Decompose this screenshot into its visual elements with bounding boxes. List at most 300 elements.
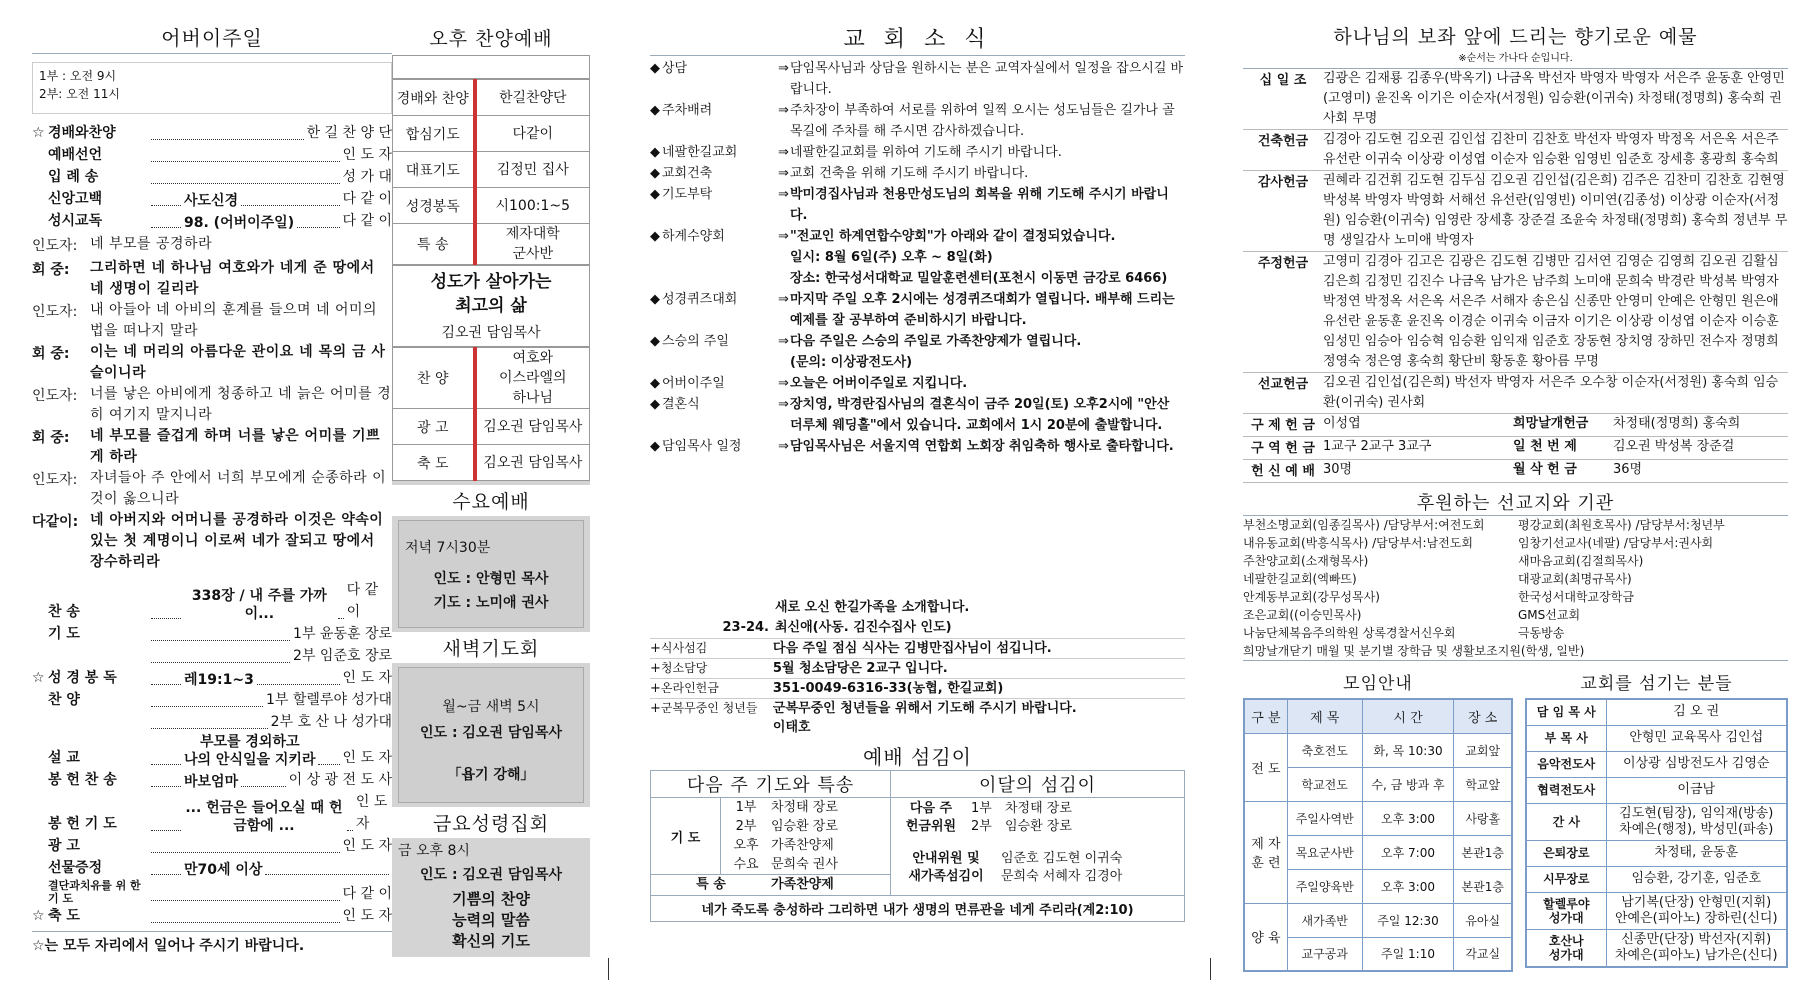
staff-role: 은퇴장로 — [1526, 840, 1606, 866]
offering-row-district: 구 역 헌 금 1교구 2교구 3교구 일 천 번 제 김오권 박성복 장준걸 — [1243, 437, 1788, 460]
news-text: 마지막 주일 오후 2시에는 성경퀴즈대회가 열립니다. 배부해 드리는 예제를 잘 공부하여 준비하시기 바랍니다. — [790, 292, 1175, 328]
order-item — [32, 122, 392, 144]
offering-row — [1243, 69, 1788, 130]
order-leader: 한 길 찬 양 단 — [306, 125, 392, 141]
plus-icon: + — [650, 701, 661, 716]
order-item — [32, 144, 392, 166]
litany-text: 그리하면 네 하나님 여호와가 네게 준 땅에서 네 생명이 길리라 — [90, 260, 375, 297]
staff-role: 협력전도사 — [1526, 777, 1606, 803]
order-leader: 1부 할렐루야 성가대 — [266, 692, 392, 708]
afternoon-item: 축 도 — [393, 445, 475, 481]
misc-text: 5월 청소담당은 2교구 입니다. — [772, 661, 948, 676]
litany-line — [32, 234, 392, 258]
bullet-icon: ◆ — [650, 187, 660, 202]
sermon-box — [392, 265, 590, 347]
order-leader: 다 같 이 — [342, 886, 392, 902]
offering-row-relief: 구 제 헌 금 이성엽 희망날개헌금 차정태(정명희) 홍숙희 — [1243, 414, 1788, 437]
afternoon-item: 찬 양 — [393, 348, 475, 409]
offering-names: 김경아 김도현 김오권 김인섭 김찬미 김찬호 박선자 박영자 박정옥 서은옥 서은주 유선란 이귀숙 이상광 이성엽 이순자 임승환 임영빈 임준호 장세흥 홍광희 홍숙희 — [1323, 132, 1779, 167]
offer-slot: 2부 — [971, 819, 992, 834]
litany-speaker: 인도자: — [32, 472, 78, 488]
afternoon-column — [392, 22, 590, 957]
news-key: 교회건축 — [662, 166, 713, 181]
meet-cell: 화, 목 10:30 — [1362, 733, 1454, 767]
meet-cell: 오후 3:00 — [1362, 869, 1454, 903]
offering-note: ※순서는 가나다 순입니다. — [1243, 49, 1788, 69]
order-label: 설 교 — [48, 750, 80, 766]
news-key: 성경퀴즈대회 — [662, 292, 738, 307]
prayer-row — [721, 836, 890, 855]
mission-item: GMS선교회 — [1518, 608, 1581, 622]
litany-speaker: 다같이: — [32, 514, 79, 530]
special-label: 특 송 — [696, 877, 726, 892]
news-text: 박미경집사님과 천용만성도님의 회복을 위해 기도해 주시기 바랍니다. — [790, 187, 1169, 223]
offering-row-body: 헌 신 예 배 30명 월 삭 헌 금 36명 — [1243, 460, 1788, 483]
litany-line — [32, 300, 392, 342]
order-leader: 이 상 광 전 도 사 — [288, 772, 392, 788]
litany-line — [32, 342, 392, 384]
this-month — [891, 771, 1184, 895]
order-label: 성 경 봉 독 — [48, 670, 117, 686]
staff-names: 차정태, 윤동훈 — [1606, 840, 1787, 866]
order-content: 98. (어버이주일) — [184, 215, 295, 231]
dot-leader — [151, 205, 181, 206]
offering-row — [1243, 130, 1788, 171]
offer-label: 다음 주 헌금위원 — [905, 801, 957, 834]
missions-title: 후원하는 선교지와 기관 — [1243, 489, 1788, 516]
staff-row — [1526, 699, 1787, 725]
serve-box — [650, 770, 1185, 896]
meet-group: 전 도 — [1244, 733, 1287, 801]
order-label: 성시교독 — [48, 213, 103, 229]
dot-leader — [151, 764, 181, 765]
misc-item — [650, 658, 1185, 678]
misc-list — [650, 638, 1185, 737]
offering-type: 십 일 조 — [1259, 73, 1307, 88]
meet-cell: 목요군사반 — [1287, 835, 1362, 869]
staff-title: 교회를 섬기는 분들 — [1580, 674, 1733, 694]
litany-speaker: 인도자: — [32, 388, 78, 404]
staff-role: 할렐루야 성가대 — [1526, 892, 1606, 929]
service-time-2: 2부: 오전 11시 — [39, 87, 120, 101]
meet-header-cell: 구 분 — [1244, 699, 1287, 733]
order-label: 기 도 — [48, 626, 80, 642]
wed-box — [398, 520, 584, 628]
bullet-icon: ◆ — [650, 229, 660, 244]
staff-row — [1526, 929, 1787, 967]
staff-row — [1526, 725, 1787, 751]
order-label: 봉 헌 기 도 — [48, 816, 117, 832]
offering-names: 고영미 김경아 김고은 김광은 김도현 김병만 김서연 김영순 김영희 김오권 김활심 김은희 김정민 김진수 나금옥 남가은 남주희 노미애 문희숙 박경란 박성복 박영자 박정연 박정옥 서은옥 서은주 서해자 송은심 신종만 안영미 안예은 안형민 원은애 유선란 윤동훈 윤진옥 이경순 이귀숙 이금자 이기은 이상광 이성엽 이순자 이승훈 임성민 임승아 임승혁 임승환 임익재 임준호 장동현 장치영 장하민 전수자 정명희 정영숙 정은영 홍숙희 황단비 황동훈 황아름 무명 — [1323, 254, 1779, 369]
afternoon-row — [393, 409, 590, 445]
order-item — [32, 711, 392, 733]
litany-text: 네 아버지와 어머니를 공경하라 이것은 약속이 있는 첫 계명이니 이로써 네가 잘되고 땅에서 장수하리라 — [90, 512, 384, 570]
mission-item: 내유동교회(박흥식목사) /담당부서:남전도회 — [1243, 536, 1473, 550]
news-key: 네팔한길교회 — [662, 145, 738, 160]
dot-leader — [151, 662, 290, 663]
dot-leader — [297, 227, 339, 228]
afternoon-person: 김오권 담임목사 — [475, 409, 590, 445]
staff-role: 간 사 — [1526, 803, 1606, 840]
offering-names: 김광은 김재룡 김종우(박옥기) 나금옥 박선자 박영자 박영자 서은주 윤동훈 안영민(고영미) 윤진옥 이기은 이순자(서정원) 임승환(이귀숙) 차정태(정명희) 홍숙희 권사회 무명 — [1323, 71, 1785, 126]
dot-leader — [347, 830, 353, 831]
news-key: 하계수양회 — [662, 229, 725, 244]
news-key: 담임목사 일정 — [662, 439, 742, 454]
order-leader: 인 도 자 — [342, 750, 392, 766]
fri-title: 금요성령집회 — [392, 807, 590, 838]
spacer — [392, 55, 590, 79]
order-list-2 — [32, 579, 392, 927]
news-text: 네팔한길교회를 위하여 기도해 주시기 바랍니다. — [790, 145, 1062, 160]
wed-title: 수요예배 — [392, 485, 590, 516]
prayer-row — [721, 798, 890, 817]
bottom-tables — [1243, 669, 1788, 972]
service-times — [32, 62, 392, 114]
next-title: 다음 주 기도와 특송 — [651, 771, 890, 798]
next-week — [651, 771, 891, 895]
meet-title: 모임안내 — [1343, 674, 1413, 694]
staff-role: 호산나 성가대 — [1526, 929, 1606, 967]
meet-cell: 유아실 — [1454, 903, 1512, 937]
offer-row — [971, 818, 1184, 836]
news-text: 주차장이 부족하여 서로를 위하여 일찍 오시는 성도님들은 길가나 골목길에 주차를 해 주시면 감사하겠습니다. — [790, 103, 1175, 139]
meet-cell: 교구공과 — [1287, 937, 1362, 971]
meet-header-cell: 제 목 — [1287, 699, 1362, 733]
order-content: 338장 / 내 주를 가까이... — [191, 588, 327, 622]
afternoon-title: 오후 찬양예배 — [392, 22, 590, 55]
bullet-icon: ◆ — [650, 397, 660, 412]
staff-role: 시무장로 — [1526, 866, 1606, 892]
order-leader: 2부 호 산 나 성가대 — [270, 714, 392, 730]
misc-item — [650, 638, 1185, 658]
misc-key: 식사섬김 — [660, 641, 708, 655]
news-item — [650, 142, 1185, 163]
misc-text: 351-0049-6316-33(농협, 한길교회) — [772, 681, 1004, 696]
staff-names: 안형민 교육목사 김인섭 — [1606, 725, 1787, 751]
prayer-slot: 2부 — [735, 819, 757, 834]
mission-item: 대광교회(최명규목사) — [1518, 572, 1632, 586]
order-item — [32, 905, 392, 927]
afternoon-row — [393, 445, 590, 481]
order-label: 경배와찬양 — [48, 125, 116, 141]
news-item — [650, 226, 1185, 289]
news-key: 주차배려 — [662, 103, 713, 118]
order-item — [32, 645, 392, 667]
staff-block — [1525, 669, 1788, 972]
prayer-label: 기 도 — [651, 798, 721, 874]
litany-line — [32, 426, 392, 468]
staff-names: 이상광 심방전도사 김영순 — [1606, 751, 1787, 777]
dot-leader — [151, 706, 263, 707]
staff-role: 부 목 사 — [1526, 725, 1606, 751]
missions-list — [1243, 516, 1788, 642]
meet-cell: 주일양육반 — [1287, 869, 1362, 903]
mission-item: 새마음교회(김절희목사) — [1518, 554, 1644, 568]
meet-row — [1244, 801, 1512, 835]
service-time-1: 1부 : 오전 9시 — [39, 69, 117, 83]
guide-value: 임준호 김도현 이귀숙 문희숙 서혜자 김경아 — [1001, 851, 1123, 884]
litany-line — [32, 258, 392, 300]
dawn-time: 월~금 새벽 5시 — [442, 699, 540, 715]
afternoon-person: 한길찬양단 — [475, 80, 590, 116]
worship-order-column — [32, 22, 392, 955]
meet-cell: 주일 12:30 — [1362, 903, 1454, 937]
staff-row — [1526, 751, 1787, 777]
bullet-icon: ◆ — [650, 334, 660, 349]
news-item — [650, 331, 1185, 373]
afternoon-row — [393, 188, 590, 224]
offer-slot: 1부 — [971, 801, 992, 816]
wed-time: 저녁 7시30분 — [405, 540, 491, 556]
serve-title: 예배 섬김이 — [863, 745, 972, 769]
mission-item: 극동방송 — [1518, 626, 1565, 640]
afternoon-item: 경배와 찬양 — [393, 80, 475, 116]
litany-line — [32, 510, 392, 573]
arrow-icon: ⇒ — [778, 166, 789, 181]
news-column — [650, 22, 1185, 922]
order-leader: 다 같 이 — [342, 191, 392, 207]
afternoon-item: 성경봉독 — [393, 188, 475, 224]
offering-title: 하나님의 보좌 앞에 드리는 향기로운 예물 — [1333, 26, 1698, 48]
month-title: 이달의 섬김이 — [891, 771, 1184, 798]
meet-cell: 본관1층 — [1454, 835, 1512, 869]
fri-word-3: 확신의 기도 — [452, 932, 530, 950]
misc-key: 온라인헌금 — [660, 681, 719, 695]
meet-header-cell: 시 간 — [1362, 699, 1454, 733]
meet-cell: 수, 금 방과 후 — [1362, 767, 1454, 801]
mission-item: 안계동부교회(강무성목사) — [1243, 590, 1380, 604]
stand-mark: ☆ — [32, 125, 45, 141]
news-item — [650, 289, 1185, 331]
dot-leader — [151, 728, 268, 729]
guide-label: 안내위원 및 새가족섬김이 — [908, 851, 984, 884]
welcome-date: 23-24. — [722, 620, 769, 635]
order-item — [32, 623, 392, 645]
order-label: 선물증정 — [48, 860, 103, 876]
fold-mark — [1210, 958, 1211, 980]
offering-row — [1243, 252, 1788, 373]
verse: 네가 죽도록 충성하라 그리하면 내가 생명의 면류관을 네게 주리라(계2:10) — [650, 896, 1185, 922]
order-leader: 인 도 자 — [342, 670, 392, 686]
prayer-slot: 1부 — [735, 800, 757, 815]
dawn-book: 「욥기 강해」 — [447, 767, 535, 783]
news-key: 스승의 주일 — [662, 334, 729, 349]
afternoon-table — [392, 79, 590, 265]
missions-foot: 희망날개닫기 매월 및 분기별 장학금 및 생활보조지원(학생, 일반) — [1243, 642, 1788, 661]
afternoon-row — [393, 80, 590, 116]
afternoon-person: 김오권 담임목사 — [475, 445, 590, 481]
order-item — [32, 857, 392, 879]
order-content: ... 헌금은 들어오실 때 헌금함에 ... — [185, 800, 343, 834]
meet-header-cell: 장 소 — [1454, 699, 1512, 733]
staff-names: 김 오 권 — [1606, 699, 1787, 725]
plus-icon: + — [650, 641, 661, 656]
news-text: 다음 주일은 스승의 주일로 가족찬양제가 열립니다. (문의: 이상광전도사) — [790, 334, 1082, 370]
meet-group: 양 육 — [1244, 903, 1287, 971]
prayer-person: 가족찬양제 — [771, 838, 834, 853]
order-item — [32, 166, 392, 188]
stand-mark: ☆ — [32, 670, 45, 686]
litany-speaker: 회 중: — [32, 346, 70, 362]
litany-text: 네 부모를 즐겁게 하며 너를 낳은 어미를 기쁘게 하라 — [90, 428, 381, 465]
mission-item: 평강교회(최원호목사) /담당부서:청년부 — [1518, 518, 1725, 532]
special-value: 가족찬양제 — [771, 877, 834, 892]
plus-icon: + — [650, 661, 661, 676]
welcome — [650, 598, 1185, 638]
litany-text: 이는 네 머리의 아름다운 관이요 네 목의 금 사슬이니라 — [90, 344, 386, 381]
wed-prayer: 기도 : 노미애 권사 — [433, 595, 549, 611]
order-label: 예배선언 — [48, 147, 103, 163]
afternoon-person: 시100:1~5 — [475, 188, 590, 224]
misc-item — [650, 678, 1185, 698]
bullet-icon: ◆ — [650, 439, 660, 454]
afternoon-row — [393, 152, 590, 188]
order-content: 레19:1~3 — [184, 672, 254, 688]
order-label: 신앙고백 — [48, 191, 103, 207]
afternoon-person: 제자대학 군사반 — [475, 224, 590, 265]
dot-leader — [151, 786, 181, 787]
order-item — [32, 689, 392, 711]
order-label: 광 고 — [48, 838, 80, 854]
litany-speaker: 인도자: — [32, 238, 78, 254]
news-text: 장치영, 박경란집사님의 결혼식이 금주 20일(토) 오후2시에 "안산 더루체 웨딩홀"에서 있습니다. 교회에서 1시 20분에 출발합니다. — [790, 397, 1170, 433]
order-item — [32, 579, 392, 623]
order-item — [32, 791, 392, 835]
litany — [32, 234, 392, 573]
order-leader: 다 같 이 — [346, 582, 379, 620]
fri-box — [392, 838, 590, 953]
staff-row — [1526, 803, 1787, 840]
meet-cell: 학교전도 — [1287, 767, 1362, 801]
prayer-row — [721, 855, 890, 874]
news-item — [650, 184, 1185, 226]
dot-leader — [151, 830, 181, 831]
litany-speaker: 회 중: — [32, 430, 70, 446]
offering-row — [1243, 171, 1788, 252]
dot-leader — [318, 764, 339, 765]
meeting-block — [1243, 669, 1513, 972]
afternoon-row — [393, 224, 590, 265]
staff-role: 담 임 목 사 — [1526, 699, 1606, 725]
misc-key: 군복무중인 청년들 — [660, 701, 758, 715]
bullet-icon: ◆ — [650, 376, 660, 391]
order-label: 찬 양 — [48, 692, 80, 708]
bullet-icon: ◆ — [650, 103, 660, 118]
mission-item: 한국성서대학교장학금 — [1518, 590, 1634, 604]
order-label: 봉 헌 찬 송 — [48, 772, 117, 788]
offering-list — [1243, 69, 1788, 414]
order-content: 부모를 경외하고 나의 안식일을 지키라 — [184, 734, 316, 768]
afternoon-item: 대표기도 — [393, 152, 475, 188]
mission-item: 조은교회((이승민목사) — [1243, 608, 1362, 622]
dawn-leader: 인도 : 김오권 담임목사 — [420, 725, 562, 741]
misc-key: 청소담당 — [660, 661, 708, 675]
order-leader: 다 같 이 — [342, 213, 392, 229]
meet-cell: 사랑홀 — [1454, 801, 1512, 835]
news-item — [650, 58, 1185, 100]
litany-line — [32, 468, 392, 510]
order-item — [32, 769, 392, 791]
prayer-person: 임승환 장로 — [771, 819, 838, 834]
arrow-icon: ⇒ — [778, 439, 789, 454]
meet-cell: 교회앞 — [1454, 733, 1512, 767]
dawn-box — [398, 667, 584, 803]
arrow-icon: ⇒ — [778, 103, 789, 118]
dot-leader — [151, 640, 290, 641]
dot-leader — [151, 874, 181, 875]
news-key: 기도부탁 — [662, 187, 713, 202]
mission-item: 임창기선교사(네팔) /담당부서:권사회 — [1518, 536, 1714, 550]
welcome-name: 최신애(사동. 김진수집사 인도) — [775, 620, 952, 635]
dawn-title: 새벽기도회 — [392, 632, 590, 663]
arrow-icon: ⇒ — [778, 187, 789, 202]
afternoon-item: 특 송 — [393, 224, 475, 265]
order-leader: 2부 임준호 장로 — [293, 648, 392, 664]
meet-cell: 학교앞 — [1454, 767, 1512, 801]
prayer-row — [721, 817, 890, 836]
fri-word-1: 기쁨의 찬양 — [452, 890, 530, 908]
order-content: 만70세 이상 — [184, 862, 263, 878]
mission-item: 주찬양교회(소재형목사) — [1243, 554, 1369, 568]
litany-speaker: 인도자: — [32, 304, 78, 320]
prayer-person: 차정태 장로 — [771, 800, 838, 815]
mission-item: 네팔한길교회(엑빠뜨) — [1243, 572, 1357, 586]
afternoon-item: 합심기도 — [393, 116, 475, 152]
offer-person: 차정태 장로 — [1005, 801, 1072, 816]
mission-item: 부천소명교회(임종길목사) /담당부서:여전도회 — [1243, 518, 1485, 532]
litany-text: 자녀들아 주 안에서 너희 부모에게 순종하라 이것이 옳으니라 — [90, 470, 387, 507]
offering-column — [1243, 22, 1788, 972]
offering-row — [1243, 373, 1788, 414]
fri-time: 금 오후 8시 — [398, 843, 470, 859]
order-content: 바보엄마 — [184, 774, 239, 790]
order-leader: 인 도 자 — [342, 838, 392, 854]
staff-row — [1526, 866, 1787, 892]
arrow-icon: ⇒ — [778, 397, 789, 412]
bullet-icon: ◆ — [650, 292, 660, 307]
dot-leader — [151, 139, 304, 140]
litany-text: 너를 낳은 아비에게 청종하고 네 늙은 어미를 경히 여기지 말지니라 — [90, 386, 392, 423]
offer-row — [971, 800, 1184, 818]
news-key: 결혼식 — [662, 397, 700, 412]
dot-leader — [151, 227, 181, 228]
staff-row — [1526, 840, 1787, 866]
meet-cell: 주일사역반 — [1287, 801, 1362, 835]
bullet-icon: ◆ — [650, 166, 660, 181]
afternoon-person: 김정민 집사 — [475, 152, 590, 188]
meeting-table — [1243, 698, 1513, 972]
mission-item: 나눔단체복음주의학원 상록경찰서신우회 — [1243, 626, 1456, 640]
offering-type: 감사헌금 — [1257, 175, 1309, 190]
news-text: 오늘은 어버이주일로 지킵니다. — [790, 376, 968, 391]
order-item — [32, 733, 392, 769]
staff-names: 김도현(팀장), 임익재(방송) 차예은(행정), 박성민(파송) — [1606, 803, 1787, 840]
page-title: 어버이주일 — [32, 22, 392, 54]
news-text: "전교인 하계연합수양회"가 아래와 같이 결정되었습니다. 일시: 8월 6일(주) 오후 ~ 8일(화) 장소: 한국성서대학교 밀알훈련센터(포천시 이동면 금강로 6466) — [790, 229, 1168, 286]
fri-word-2: 능력의 말씀 — [452, 911, 530, 929]
wed-leader: 인도 : 안형민 목사 — [433, 571, 549, 587]
fri-leader: 인도 : 김오권 담임목사 — [420, 867, 562, 883]
litany-text: 네 부모를 공경하라 — [90, 236, 213, 252]
staff-row — [1526, 892, 1787, 929]
dot-leader — [265, 874, 389, 875]
order-label: 축 도 — [48, 908, 80, 924]
meet-cell: 주일 1:10 — [1362, 937, 1454, 971]
staff-role: 음악전도사 — [1526, 751, 1606, 777]
offering-type: 주정헌금 — [1257, 256, 1309, 271]
news-key: 상담 — [662, 61, 688, 76]
litany-line — [32, 384, 392, 426]
